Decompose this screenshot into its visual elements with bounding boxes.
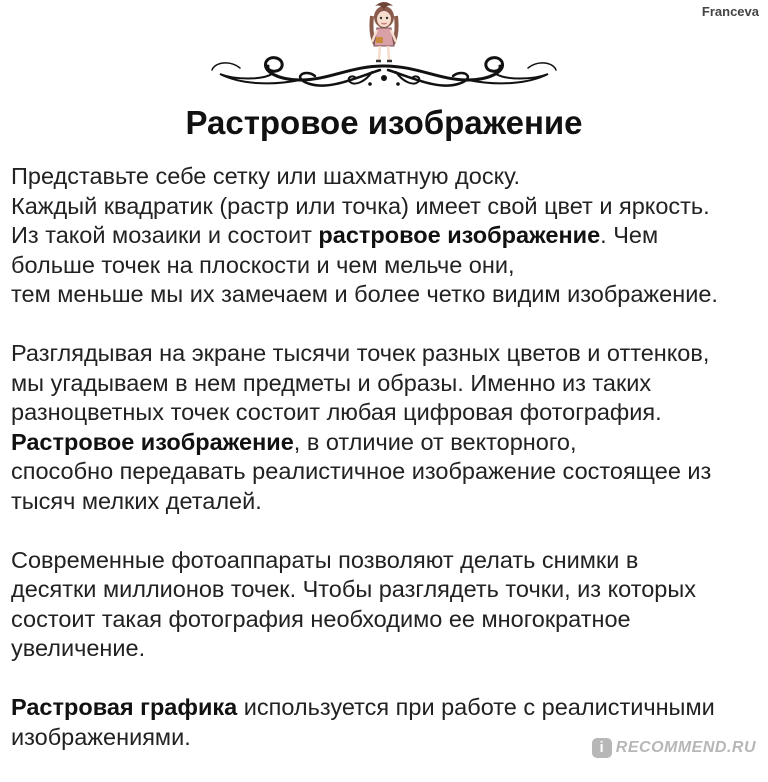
- flourish: [212, 58, 556, 86]
- text-segment: Современные фотоаппараты позволяют делать снимки в: [11, 546, 639, 573]
- text-line: [11, 192, 763, 222]
- bold-term: растровое изображение: [318, 222, 601, 248]
- text-segment: , в отличие от векторного,: [293, 428, 577, 455]
- text-line: [11, 339, 763, 369]
- text-segment: тысяч мелких деталей.: [11, 487, 262, 514]
- text-segment: Представьте себе сетку или шахматную доску.: [11, 163, 521, 189]
- text-segment: Разглядывая на экране тысячи точек разных цветов и оттенков,: [11, 340, 710, 366]
- text-line: [11, 487, 763, 517]
- text-line: [11, 369, 763, 399]
- text-segment: изображениями.: [11, 723, 191, 750]
- author-watermark: Franceva: [701, 4, 759, 19]
- text-line: [11, 251, 763, 281]
- text-segment: тем меньше мы их замечаем и более четко видим изображение.: [11, 281, 718, 307]
- text-segment: . Чем: [600, 222, 659, 248]
- text-segment: больше точек на плоскости и чем мельче они,: [11, 251, 515, 278]
- text-line: [11, 221, 763, 251]
- text-line: [11, 398, 763, 428]
- girl-illustration: [371, 2, 396, 61]
- recommend-logo-icon: i: [592, 738, 612, 758]
- text-line: [11, 162, 763, 192]
- page-title: Растровое изображение: [185, 104, 583, 141]
- text-segment: состоит такая фотография необходимо ее многократное: [11, 605, 631, 632]
- text-line: [11, 693, 763, 723]
- text-segment: Каждый квадратик (растр или точка) имеет свой цвет и яркость.: [11, 192, 710, 219]
- text-line: [11, 605, 763, 635]
- text-segment: мы угадываем в нем предметы и образы. Именно из таких: [11, 369, 652, 396]
- text-line: [11, 546, 763, 576]
- paragraph: [11, 339, 763, 516]
- decorative-header-ornament: [0, 0, 768, 110]
- text-segment: способно передавать реалистичное изображение состоящее из: [11, 458, 712, 484]
- text-line: [11, 575, 763, 605]
- text-line: [11, 457, 763, 487]
- paragraph: [11, 546, 763, 664]
- text-segment: Из такой мозаики и состоит: [11, 222, 319, 248]
- text-segment: десятки миллионов точек. Чтобы разглядеть точки, из которых: [11, 576, 696, 602]
- site-watermark: [592, 738, 756, 758]
- article-body: [11, 162, 763, 782]
- text-line: [11, 634, 763, 664]
- text-segment: увеличение.: [11, 635, 146, 661]
- bold-term: Растровая графика: [11, 694, 238, 720]
- site-watermark-text: RECOMMEND.RU: [615, 739, 756, 756]
- text-line: [11, 280, 763, 310]
- paragraph: [11, 162, 763, 310]
- text-line: [11, 428, 763, 458]
- bold-term: Растровое изображение: [11, 428, 294, 455]
- text-segment: разноцветных точек состоит любая цифровая фотография.: [11, 399, 662, 425]
- text-segment: используется при работе с реалистичными: [237, 694, 715, 720]
